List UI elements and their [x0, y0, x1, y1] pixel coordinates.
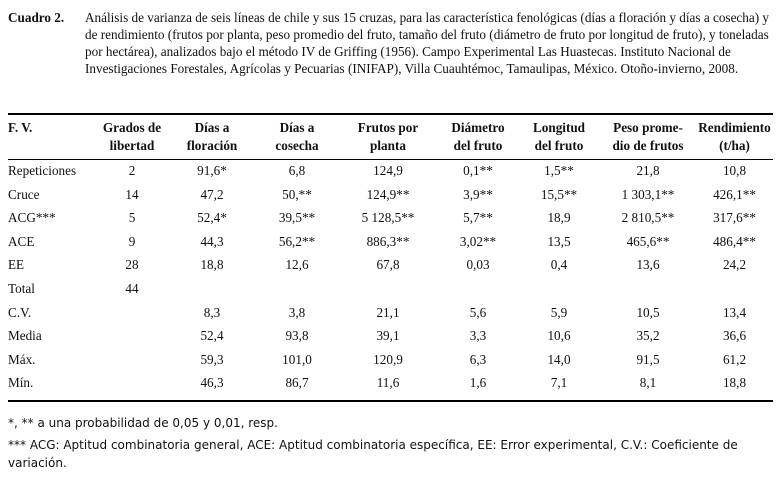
table-cell: 52,4* — [197, 210, 227, 226]
bottom-rule — [8, 400, 773, 402]
table-row — [8, 183, 773, 207]
table-cell: 50,** — [282, 186, 312, 202]
table-cell — [96, 371, 168, 395]
table-cell: 9 — [128, 233, 136, 249]
column-header-line: dio de frutos — [612, 138, 684, 153]
column-header — [696, 115, 773, 159]
table-cell: 39,1 — [376, 328, 400, 344]
table-row — [8, 324, 773, 348]
table-cell: 101,0 — [282, 351, 312, 367]
row-label: Mín. — [8, 375, 34, 391]
row-label: Repeticiones — [8, 163, 77, 178]
table-cell: 1,6 — [469, 375, 487, 391]
table-cell: 67,8 — [376, 257, 400, 273]
table-cell: 3,9** — [463, 186, 493, 202]
column-header-line: Rendimiento — [698, 120, 771, 135]
row-label: Media — [8, 328, 42, 344]
table-caption — [8, 9, 773, 77]
column-header-line: Frutos por — [357, 120, 419, 135]
table-cell: 21,1 — [376, 304, 400, 320]
table-cell: 47,2 — [200, 186, 224, 202]
table-header — [8, 115, 773, 159]
table-cell: 39,5** — [278, 210, 316, 226]
table-cell: 10,5 — [636, 304, 660, 320]
column-header-line: libertad — [109, 138, 155, 153]
column-header — [256, 115, 338, 159]
table-cell: 8,3 — [203, 304, 221, 320]
table-cell: 13,6 — [636, 257, 660, 273]
table-cell — [518, 277, 600, 301]
table-cell: 14 — [125, 186, 139, 202]
column-header-line: del fruto — [453, 138, 503, 153]
table-cell: 86,7 — [285, 375, 309, 391]
table-cell: 2 810,5** — [621, 210, 675, 226]
footnote-abbreviations: *** ACG: Aptitud combinatoria general, ACE: Aptitud combinatoria específica, EE: Error experimental, C.V.: Coeficiente de variación. — [8, 438, 738, 470]
row-label: C.V. — [8, 304, 32, 320]
column-header-line: (t/ha) — [719, 138, 750, 153]
table-cell: 14,0 — [547, 351, 571, 367]
table-cell: 46,3 — [200, 375, 224, 391]
table-cell: 0,03 — [466, 257, 490, 273]
table-cell — [96, 301, 168, 325]
table-cell: 91,5 — [636, 351, 660, 367]
table-cell: 11,6 — [376, 375, 400, 391]
table-cell: 6,3 — [469, 351, 487, 367]
footnote-significance: *, ** a una probabilidad de 0,05 y 0,01, resp. — [8, 416, 278, 430]
row-label: EE — [8, 257, 25, 273]
table-row — [8, 371, 773, 395]
table-cell: 18,9 — [547, 210, 571, 226]
table-cell — [338, 277, 438, 301]
table-cell: 13,4 — [722, 304, 747, 320]
table-cell — [696, 277, 773, 301]
table-cell: 8,1 — [639, 375, 657, 391]
table-cell: 52,4 — [200, 328, 224, 344]
table-cell: 5 128,5** — [361, 210, 415, 226]
table-cell: 2 — [128, 163, 136, 178]
column-header — [518, 115, 600, 159]
table-cell — [96, 348, 168, 372]
table-cell: 5,7** — [463, 210, 493, 226]
anova-table — [8, 115, 773, 395]
table-cell: 1 303,1** — [621, 186, 675, 202]
table-cell: 21,8 — [636, 163, 660, 178]
table-cell: 5,9 — [550, 304, 568, 320]
row-label: ACE — [8, 233, 35, 249]
column-header-line: cosecha — [275, 138, 319, 153]
table-cell: 0,4 — [550, 257, 568, 273]
column-header-line: Diámetro — [451, 120, 505, 135]
table-cell — [438, 277, 518, 301]
table-cell: 18,8 — [722, 375, 747, 391]
row-label: ACG*** — [8, 210, 56, 226]
table-cell: 426,1** — [713, 186, 756, 202]
table-cell: 93,8 — [285, 328, 309, 344]
table-cell: 3,02** — [459, 233, 497, 249]
column-header-line: Peso prome- — [613, 120, 683, 135]
table-row — [8, 206, 773, 230]
column-header — [96, 115, 168, 159]
table-cell: 124,9 — [373, 163, 403, 178]
table-cell: 886,3** — [366, 233, 410, 249]
table-cell — [96, 324, 168, 348]
column-header-line: Días a — [194, 120, 230, 135]
table-cell — [256, 277, 338, 301]
column-header-line: Días a — [279, 120, 315, 135]
table-row — [8, 348, 773, 372]
table-cell: 91,6* — [197, 163, 227, 178]
table-cell: 1,5** — [544, 163, 574, 178]
table-cell: 18,8 — [200, 257, 224, 273]
table-cell: 44,3 — [200, 233, 224, 249]
table-cell: 10,8 — [722, 163, 747, 178]
column-header-line: planta — [370, 138, 406, 153]
table-cell: 56,2** — [278, 233, 316, 249]
table-cell: 12,6 — [285, 257, 309, 273]
table-cell: 486,4** — [713, 233, 756, 249]
table-cell: 13,5 — [547, 233, 571, 249]
caption-label: Cuadro 2. — [8, 10, 65, 25]
column-header-line: Longitud — [532, 120, 586, 135]
table-cell: 124,9** — [366, 186, 410, 202]
footnotes — [8, 414, 773, 476]
row-label: Total — [8, 280, 35, 296]
table-row — [8, 277, 773, 301]
table-cell: 3,8 — [288, 304, 306, 320]
table-cell: 35,2 — [636, 328, 660, 344]
column-header-line: floración — [186, 138, 238, 153]
table-cell: 24,2 — [722, 257, 747, 273]
table-cell: 28 — [125, 257, 139, 273]
table-cell: 36,6 — [722, 328, 747, 344]
table-cell: 61,2 — [722, 351, 747, 367]
column-header — [168, 115, 256, 159]
table-cell: 0,1** — [463, 163, 493, 178]
table-cell: 10,6 — [547, 328, 571, 344]
column-header — [600, 115, 696, 159]
table-cell: 120,9 — [373, 351, 403, 367]
table-cell — [600, 277, 696, 301]
table-row — [8, 230, 773, 254]
column-header — [438, 115, 518, 159]
row-label: Cruce — [8, 186, 40, 202]
table-cell: 5 — [128, 210, 136, 226]
table-cell: 465,6** — [626, 233, 670, 249]
table-cell: 15,5** — [540, 186, 578, 202]
table-row — [8, 253, 773, 277]
column-header — [8, 115, 96, 159]
caption-text: Análisis de varianza de seis líneas de chile y sus 15 cruzas, para las característica fenológicas (días a floración y días a cosecha) y de rendimiento (frutos por planta, peso promedio del fruto, tamaño del fruto (diámetro de fruto por longitud de fruto), y toneladas por hectárea), analizados bajo el método IV de Griffing (1956). Campo Experimental Las Huastecas. Instituto Nacional de Investigaciones Forestales, Agrícolas y Pecuarias (INIFAP), Villa Cuauhtémoc, Tamaulipas, México. Otoño-invierno, 2008. — [85, 10, 769, 76]
column-header — [338, 115, 438, 159]
table-cell: 7,1 — [550, 375, 568, 391]
table-cell — [168, 277, 256, 301]
table-row — [8, 301, 773, 325]
table-row — [8, 159, 773, 183]
table-cell: 317,6** — [713, 210, 756, 226]
table-cell: 3,3 — [469, 328, 487, 344]
column-header-line: del fruto — [534, 138, 584, 153]
column-header-line: F. V. — [8, 120, 33, 135]
column-header-line: Grados de — [102, 120, 162, 135]
table-cell: 59,3 — [200, 351, 224, 367]
header-row — [8, 115, 773, 159]
table-cell: 5,6 — [469, 304, 487, 320]
row-label: Máx. — [8, 351, 36, 367]
table-cell: 6,8 — [288, 163, 306, 178]
table-cell: 44 — [125, 280, 139, 296]
table-body — [8, 159, 773, 395]
